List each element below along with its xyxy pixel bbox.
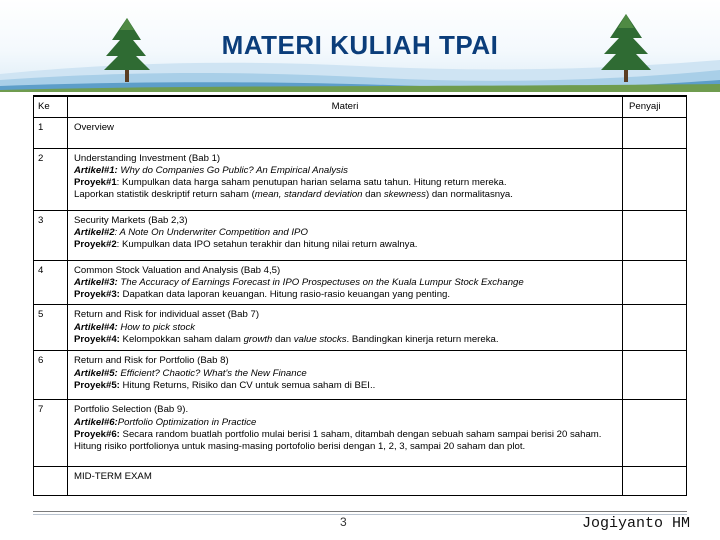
text-run: dan xyxy=(362,189,384,201)
materi-line xyxy=(74,334,616,346)
materi-line xyxy=(74,309,616,321)
row-number: 6 xyxy=(34,351,68,400)
text-run: Dapatkan data laporan keuangan. Hitung rasio-rasio keuangan yang penting. xyxy=(119,289,451,301)
materi-line xyxy=(74,177,616,189)
table-row xyxy=(34,305,687,351)
materi-line xyxy=(74,404,616,416)
row-materi xyxy=(68,260,623,305)
row-number: 2 xyxy=(34,148,68,210)
item-label: Proyek#1 xyxy=(74,177,117,189)
row-penyaji xyxy=(623,148,687,210)
materi-line xyxy=(74,471,616,483)
footer-author: Jogiyanto HM xyxy=(581,515,690,532)
item-label: Artikel#6: xyxy=(74,416,118,428)
row-penyaji xyxy=(623,117,687,148)
text-run: : Kumpulkan data IPO setahun terakhir dan hitung nilai return awalnya. xyxy=(116,239,418,251)
row-materi xyxy=(68,305,623,351)
item-label: Artikel#1: xyxy=(74,164,118,176)
table-row xyxy=(34,400,687,467)
page-number: 3 xyxy=(340,515,347,529)
italic-text: The Accuracy of Earnings Forecast in IPO Prospectuses on the Kuala Lumpur Stock Exchange xyxy=(117,276,524,288)
materi-line xyxy=(74,277,616,289)
table-header-row xyxy=(34,96,687,117)
materi-line xyxy=(74,417,616,429)
text-run: Secara random buatlah portfolio mulai berisi 1 saham, ditambah dengan sebuah saham sampai berisi 20 saham. Hitung risiko portfolionya untuk masing-masing portofolio berisi dengan 1, 2, 3, sampai 20 saham dan plot. xyxy=(74,428,602,453)
item-label: Artikel#2 xyxy=(74,226,115,238)
column-header-penyaji: Penyaji xyxy=(623,96,687,117)
italic-text: How to pick stock xyxy=(117,321,196,333)
text-run: Understanding Investment (Bab 1) xyxy=(74,152,221,164)
table-row xyxy=(34,467,687,496)
materi-line xyxy=(74,227,616,239)
row-materi xyxy=(68,467,623,496)
materi-line xyxy=(74,239,616,251)
text-run: Portfolio Selection (Bab 9). xyxy=(74,404,189,416)
text-run: Kelompokkan saham dalam xyxy=(119,333,244,345)
item-label: Proyek#4: xyxy=(74,333,120,345)
row-number: 7 xyxy=(34,400,68,467)
item-label: Proyek#2 xyxy=(74,239,117,251)
item-label: Artikel#4: xyxy=(74,321,118,333)
materi-line xyxy=(74,153,616,165)
row-penyaji xyxy=(623,467,687,496)
materi-table xyxy=(33,95,687,496)
materi-line xyxy=(74,289,616,301)
materi-line xyxy=(74,322,616,334)
row-materi xyxy=(68,117,623,148)
text-run: Return and Risk for individual asset (Bab 7) xyxy=(74,309,260,321)
table-row xyxy=(34,210,687,260)
row-penyaji xyxy=(623,351,687,400)
table-row xyxy=(34,148,687,210)
italic-text: Portfolio Optimization in Practice xyxy=(117,416,257,428)
item-label: Artikel#5: xyxy=(74,367,118,379)
italic-text: growth xyxy=(243,333,273,345)
italic-text: : A Note On Underwriter Competition and IPO xyxy=(114,226,308,238)
materi-line xyxy=(74,189,616,201)
row-number xyxy=(34,467,68,496)
text-run: : Kumpulkan data harga saham penutupan harian selama satu tahun. Hitung return mereka. xyxy=(116,177,507,189)
table-row xyxy=(34,260,687,305)
table-row xyxy=(34,117,687,148)
italic-text: value stocks xyxy=(293,333,347,345)
table-row xyxy=(34,351,687,400)
page-title: MATERI KULIAH TPAI xyxy=(221,30,499,60)
text-run: Return and Risk for Portfolio (Bab 8) xyxy=(74,355,229,367)
text-run: Laporkan statistik deskriptif return saham ( xyxy=(74,189,255,201)
column-header-ke: Ke xyxy=(34,96,68,117)
row-penyaji xyxy=(623,210,687,260)
row-penyaji xyxy=(623,400,687,467)
italic-text: mean, standard deviation xyxy=(254,189,363,201)
item-label: Artikel#3: xyxy=(74,276,118,288)
footer-rule xyxy=(33,511,687,512)
row-number: 1 xyxy=(34,117,68,148)
materi-line xyxy=(74,165,616,177)
row-materi xyxy=(68,148,623,210)
italic-text: skewness xyxy=(383,189,426,201)
text-run: Overview xyxy=(74,121,114,133)
row-number: 3 xyxy=(34,210,68,260)
text-run: ) dan normalitasnya. xyxy=(425,189,513,201)
header-band xyxy=(0,0,720,92)
row-penyaji xyxy=(623,260,687,305)
text-run: Security Markets (Bab 2,3) xyxy=(74,214,188,226)
text-run: Common Stock Valuation and Analysis (Bab 4,5) xyxy=(74,264,281,276)
italic-text: Why do Companies Go Public? An Empirical Analysis xyxy=(117,164,348,176)
text-run: Hitung Returns, Risiko dan CV untuk semua saham di BEI.. xyxy=(119,379,376,391)
materi-line xyxy=(74,215,616,227)
materi-line xyxy=(74,265,616,277)
materi-line xyxy=(74,355,616,367)
item-label: Proyek#6: xyxy=(74,428,120,440)
materi-line xyxy=(74,380,616,392)
text-run: MID-TERM EXAM xyxy=(74,471,152,483)
table-body xyxy=(34,117,687,496)
text-run: . Bandingkan kinerja return mereka. xyxy=(346,333,499,345)
row-number: 5 xyxy=(34,305,68,351)
italic-text: Efficient? Chaotic? What's the New Finance xyxy=(117,367,307,379)
item-label: Proyek#5: xyxy=(74,379,120,391)
item-label: Proyek#3: xyxy=(74,289,120,301)
materi-line xyxy=(74,429,616,454)
row-materi xyxy=(68,400,623,467)
row-materi xyxy=(68,351,623,400)
row-number: 4 xyxy=(34,260,68,305)
materi-line xyxy=(74,368,616,380)
text-run: dan xyxy=(272,333,294,345)
column-header-materi: Materi xyxy=(68,96,623,117)
materi-line xyxy=(74,122,616,134)
row-penyaji xyxy=(623,305,687,351)
row-materi xyxy=(68,210,623,260)
